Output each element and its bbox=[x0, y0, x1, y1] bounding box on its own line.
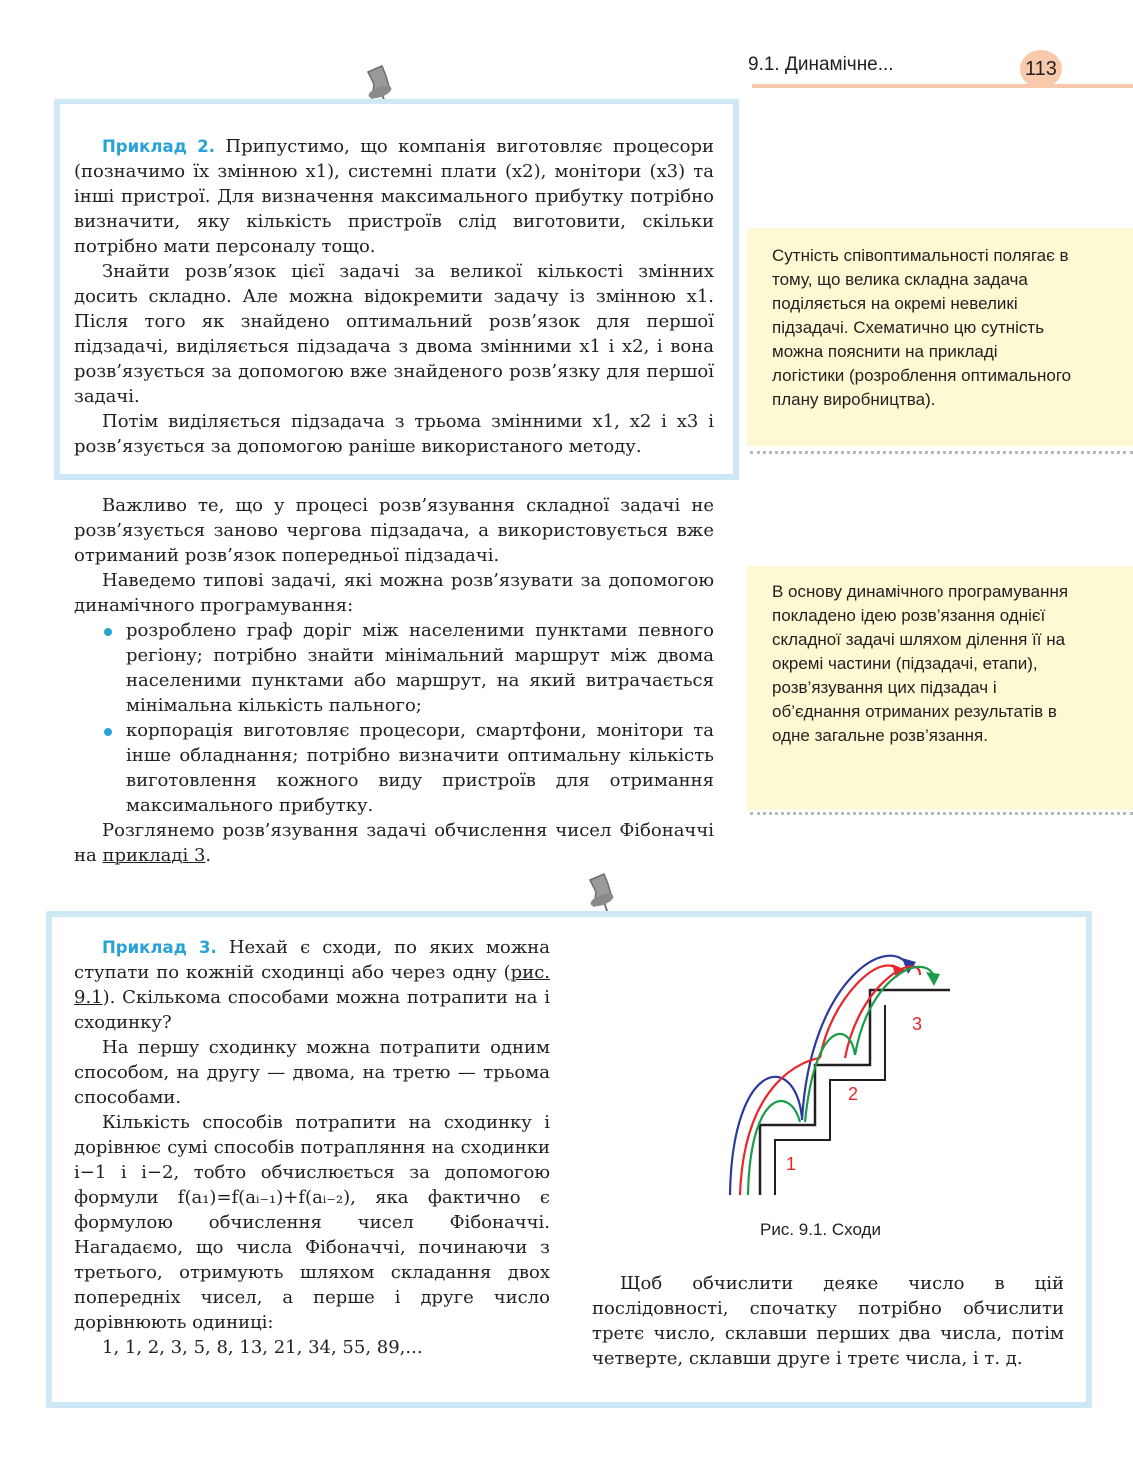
list-item: корпорація виготовляє процесори, смартфони, монітори та інше обладнання; потрібно визначити оптимальну кількість виготовлення кожного виду пристроїв для отримання максимального прибутку. bbox=[74, 718, 714, 818]
side-note-1 bbox=[747, 228, 1133, 446]
side-note-2-divider bbox=[750, 812, 1133, 815]
example-3-paragraph-4: Щоб обчислити деяке число в цій послідовності, спочатку потрібно обчислити третє число, склавши перших два числа, потім четверте, склавши друге і третє числа, і т. д. bbox=[592, 1273, 1064, 1369]
example-3-paragraph-2: На першу сходинку можна потрапити одним способом, на другу — двома, на третю — трьома способами. bbox=[74, 1037, 550, 1108]
example-3-lead: Приклад 3. bbox=[102, 938, 217, 957]
figure-caption: Рис. 9.1. Сходи bbox=[760, 1220, 881, 1239]
body-paragraph-3: Розглянемо розв’язування задачі обчислення чисел Фібоначчі на bbox=[74, 820, 714, 866]
example-3-right-text bbox=[592, 1271, 1064, 1371]
running-header-title: 9.1. Динамічне... bbox=[748, 54, 894, 75]
example-2-lead: Приклад 2. bbox=[102, 137, 216, 156]
side-note-1-text: Сутність співоптимальності полягає в тому, що велика складна задача поділяється на окремі невеликі підзадачі. Схематично цю сутність можна пояснити на прикладі логістики (розроблення оптимального плану виробництва). bbox=[772, 246, 1072, 409]
example-2-text bbox=[74, 134, 714, 459]
example-3-link[interactable]: прикладі 3 bbox=[102, 845, 206, 866]
body-paragraph-2: Наведемо типові задачі, які можна розв’язувати за допомогою динамічного програмування: bbox=[74, 570, 714, 616]
bullet-icon bbox=[104, 628, 112, 636]
step-label-1: 1 bbox=[786, 1154, 797, 1174]
side-note-2-text: В основу динамічного програмування покладено ідею розв’язання однієї складної задачі шляхом ділення її на окремі частини (підзадачі, етапи), розв’язування цих підзадач і об’єднання отриманих результатів в одне загальне розв’язання. bbox=[772, 582, 1069, 745]
header-rule bbox=[752, 84, 1133, 88]
example-2-paragraph-3: Потім виділяється підзадача з трьома змінними x1, x2 і x3 і розв’язується за допомогою раніше використаного методу. bbox=[74, 411, 714, 457]
main-body-text: Важливо те, що у процесі розв’язування складної задачі не розв’язується заново чергова підзадача, а використовується вже отриманий розв’язок попередньої підзадачі. Наведемо типові задачі, які можна розв’язувати за допомогою динамічного програмування: розроблено граф доріг між населеними пунктами певного регіону; потрібно знайти мінімальний маршрут між двома населеними пунктами або маршрут, на який витрачається мінімальна кількість пального; корпорація виготовляє процесори, смартфони, монітори та інше обладнання; потрібно визначити оптимальну кількість виготовлення кожного виду пристроїв для отримання максимального прибутку. Розглянемо розв’язування задачі обчислення чисел Фібоначчі на прикладі 3. bbox=[74, 495, 714, 866]
body-paragraph-1: Важливо те, що у процесі розв’язування складної задачі не розв’язується заново чергова підзадача, а використовується вже отриманий розв’язок попередньої підзадачі. bbox=[74, 495, 714, 566]
example-3-paragraph-3: Кількість способів потрапити на сходинку i дорівнює сумі способів потрапляння на сходинки i−1 і i−2, тобто обчислюється за допомогою формули f(a₁)=f(aᵢ₋₁)+f(aᵢ₋₂), яка фактично є формулою обчислення чисел Фібоначчі. Нагадаємо, що числа Фібоначчі, починаючи з третього, отримують шляхом складання двох попередніх чисел, а перше і друге число дорівнюють одиниці: bbox=[74, 1112, 550, 1333]
page-number: 113 bbox=[1020, 50, 1062, 88]
bullet-icon bbox=[104, 728, 112, 736]
example-2-paragraph-2: Знайти розв’язок цієї задачі за великої кількості змінних досить складно. Але можна відокремити задачу із змінною x1. Після того як знайдено оптимальний розв’язок для першої підзадачі, виділяється підзадача з двома змінними x1 і x2, і вона розв’язується за допомогою вже знайденого розв’язку для першої задачі. bbox=[74, 261, 714, 407]
example-2-paragraph-1: Припустимо, що компанія виготовляє процесори (позначимо їх змінною x1), системні плати (x2), монітори (x3) та інші пристрої. Для визначення максимального прибутку потрібно визначити, яку кількість пристроїв слід виготовити, скільки потрібно мати персоналу тощо. bbox=[74, 136, 714, 257]
figure-9-1-link[interactable]: рис. 9.1 bbox=[74, 962, 550, 1008]
list-item: розроблено граф доріг між населеними пунктами певного регіону; потрібно знайти мінімальний маршрут між двома населеними пунктами або маршрут, на який витрачається мінімальна кількість пального; bbox=[74, 618, 714, 718]
example-3-text: Приклад 3. Нехай є сходи, по яких можна ступати по кожній сходинці або через одну (рис. 9.1). Скількома способами можна потрапити на i сходинку? На першу сходинку можна потрапити одним способом, на другу — двома, на третю — трьома способами. Кількість способів потрапити на сходинку i дорівнює сумі способів потрапляння на сходинки i−1 і i−2, тобто обчислюється за допомогою формули f(a₁)=f(aᵢ₋₁)+f(aᵢ₋₂), яка фактично є формулою обчислення чисел Фібоначчі. Нагадаємо, що числа Фібоначчі, починаючи з третього, отримують шляхом складання двох попередніх чисел, а перше і друге число дорівнюють одиниці: 1, 1, 2, 3, 5, 8, 13, 21, 34, 55, 89,... bbox=[74, 937, 550, 1358]
fibonacci-sequence: 1, 1, 2, 3, 5, 8, 13, 21, 34, 55, 89,... bbox=[102, 1337, 423, 1358]
step-label-3: 3 bbox=[912, 1014, 923, 1034]
typical-tasks-list bbox=[74, 618, 714, 818]
side-note-2 bbox=[747, 566, 1133, 810]
step-label-2: 2 bbox=[848, 1084, 859, 1104]
side-note-1-divider bbox=[750, 451, 1133, 454]
stairs-figure bbox=[720, 940, 960, 1200]
